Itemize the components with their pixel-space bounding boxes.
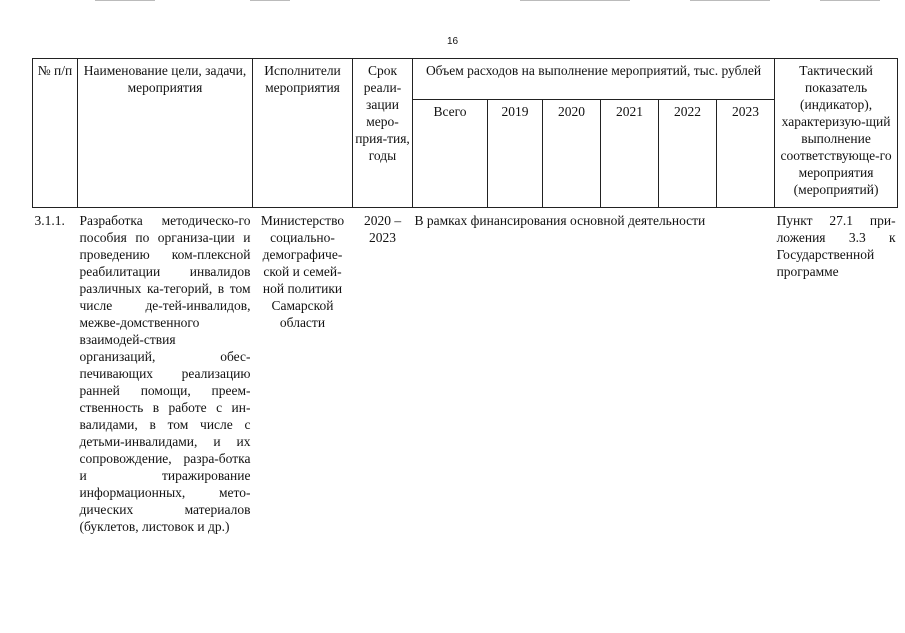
scan-edge-line: [820, 0, 880, 1]
header-indicator: Тактический показатель (индикатор), характеризую-щий выполнение соответствующе-го мероприятия (мероприятий): [775, 59, 898, 208]
page-number: 16: [446, 36, 459, 47]
activity-indicator: Пункт 27.1 при-ложения 3.3 к Государственной программе: [776, 213, 896, 279]
header-name: Наименование цели, задачи, мероприятия: [78, 59, 253, 208]
activity-funding: В рамках финансирования основной деятельности: [414, 213, 706, 228]
header-year: 2023: [717, 100, 775, 208]
table-row: [33, 208, 898, 540]
activity-name: Разработка методическо-го пособия по организа-ции и проведению ком-плексной реабилитации инвалидов различных ка-тегорий, в том числе де-тей-инвалидов, межве-домственного взаимодей-ствия организаций, обес-печивающих реализацию ранней помощи, преем-ственность в работе с ин-валидами, в том числе с детьми-инвалидами, и их сопровождение, разра-ботка и тиражирование информационных, мето-дических материалов (буклетов, листовок и др.): [79, 213, 251, 534]
header-expenses-group: Объем расходов на выполнение мероприятий, тыс. рублей: [413, 59, 775, 100]
header-total: Всего: [413, 100, 488, 208]
header-year: 2021: [601, 100, 659, 208]
scan-edge-line: [250, 0, 290, 1]
header-row-1: [33, 59, 898, 100]
header-year: 2020: [543, 100, 601, 208]
header-year: 2019: [488, 100, 543, 208]
header-num: № п/п: [33, 59, 78, 208]
header-executors: Исполнители мероприятия: [253, 59, 353, 208]
scan-edge-line: [690, 0, 770, 1]
activities-table: [32, 58, 898, 539]
activity-term: 2020 – 2023: [363, 213, 402, 245]
scan-edge-line: [520, 0, 630, 1]
activity-executors: Министерство социально-демографиче-ской и семей-ной политики Самарской области: [260, 213, 345, 330]
row-number: 3.1.1.: [34, 213, 65, 228]
scan-edge-line: [95, 0, 155, 1]
header-term: Срок реали-зации меро-прия-тия, годы: [353, 59, 413, 208]
header-year: 2022: [659, 100, 717, 208]
